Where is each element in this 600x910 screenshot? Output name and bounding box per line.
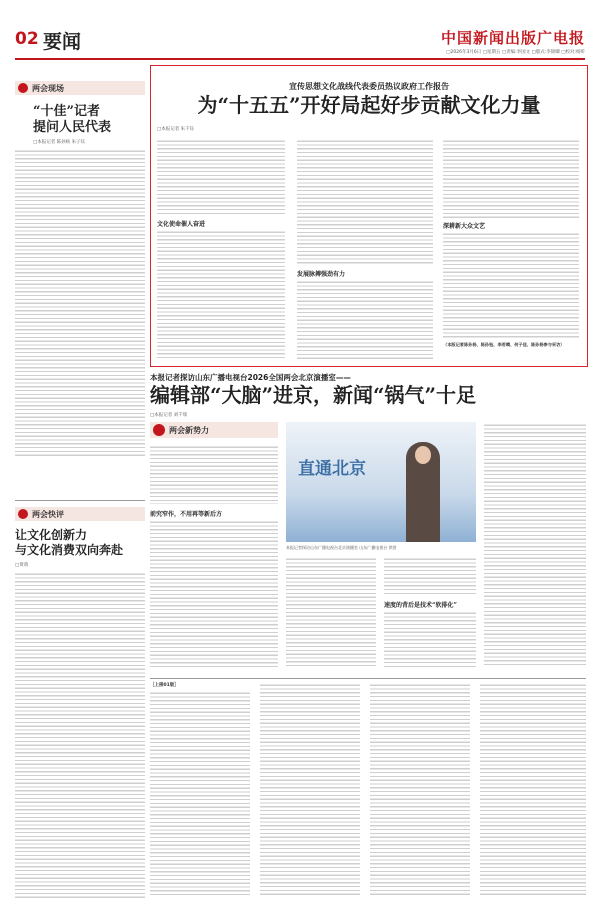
article-body (384, 610, 476, 668)
studio-photo (286, 422, 476, 542)
bottom-article (150, 678, 586, 898)
photo-caption: 本报记者探访山东广播电视台北京演播室 山东广播电视台 供图 (286, 545, 397, 550)
presenter-face (415, 446, 431, 464)
article-body (157, 229, 285, 359)
article-body (150, 444, 278, 504)
article-subhead: 前究窄作，不用再等新后方 (150, 511, 223, 518)
article-byline: □黄萌 (15, 563, 29, 568)
article-body (443, 231, 579, 339)
article-subhead: 文化使命催人奋进 (157, 221, 206, 228)
section-tag-banner (15, 507, 145, 521)
article-headline: 编辑部“大脑”进京，新闻“锅气”十足 (150, 383, 477, 407)
divider (150, 678, 586, 679)
article-body (297, 138, 433, 266)
divider (15, 500, 145, 501)
article-headline: “十佳”记者 提问人民代表 (33, 104, 112, 135)
left-column (15, 68, 145, 898)
newspaper-logo: 中国新闻出版广电报 (440, 29, 585, 47)
article-body (157, 138, 285, 216)
article-body (297, 279, 433, 359)
section-tag: 两会现场 (32, 84, 64, 93)
article-body (15, 148, 145, 458)
article-headline: 为“十五五”开好局起好步贡献文化力量 (197, 93, 541, 117)
photo-text: 直通北京 (298, 459, 366, 479)
article-body (260, 682, 360, 896)
article-footnote: （本版记者陈孙杨、陈孙钰、李若晴、何子佳、陈孙杨参与采访） (443, 342, 565, 347)
section-tag: 两会新势力 (169, 426, 209, 435)
article-headline: 让文化创新力 与文化消费双向奔赴 (15, 528, 124, 557)
article-kicker: 宣传思想文化战线代表委员热议政府工作报告 (289, 82, 449, 91)
article-subhead: 深耕新大众文艺 (443, 223, 486, 230)
article-kicker: 本报记者探访山东广播电视台2026全国两会北京演播室—— (150, 373, 351, 382)
continued-tag: ［上接01版］ (150, 683, 179, 688)
article-body (484, 422, 586, 668)
article-byline: □本报记者 朱千钰 (157, 127, 195, 132)
second-article (150, 372, 586, 672)
article-body (150, 519, 278, 669)
article-byline: □本报记者 陈孙杨 朱子钰 (33, 140, 86, 145)
section-title: 要闻 (43, 31, 82, 53)
article-byline: □本报记者 刘千瑞 (150, 413, 188, 418)
seal-icon (18, 509, 28, 519)
seal-icon (153, 424, 165, 436)
section-tag-banner (150, 422, 278, 438)
article-body (480, 682, 586, 896)
article-body (286, 556, 376, 668)
header-rule (15, 58, 585, 60)
highlighted-article (150, 65, 588, 367)
article-body (443, 138, 579, 218)
article-subhead: 发展脉搏强劲有力 (297, 271, 346, 278)
page-number: 02 (15, 29, 39, 49)
issue-info: □2026年3月6日 □星期五 □责编:李国文 □版式:李锦卿 □校对:杨昕 (446, 50, 585, 55)
article-body (370, 682, 470, 896)
masthead (15, 27, 585, 61)
article-body (384, 556, 476, 596)
photo-background (286, 422, 476, 542)
section-tag-banner (15, 81, 145, 95)
article-subhead: 速度的背后是技术“软排化” (384, 602, 457, 609)
article-body (150, 690, 250, 896)
section-tag: 两会快评 (32, 510, 64, 519)
article-body (15, 571, 145, 898)
seal-icon (18, 83, 28, 93)
